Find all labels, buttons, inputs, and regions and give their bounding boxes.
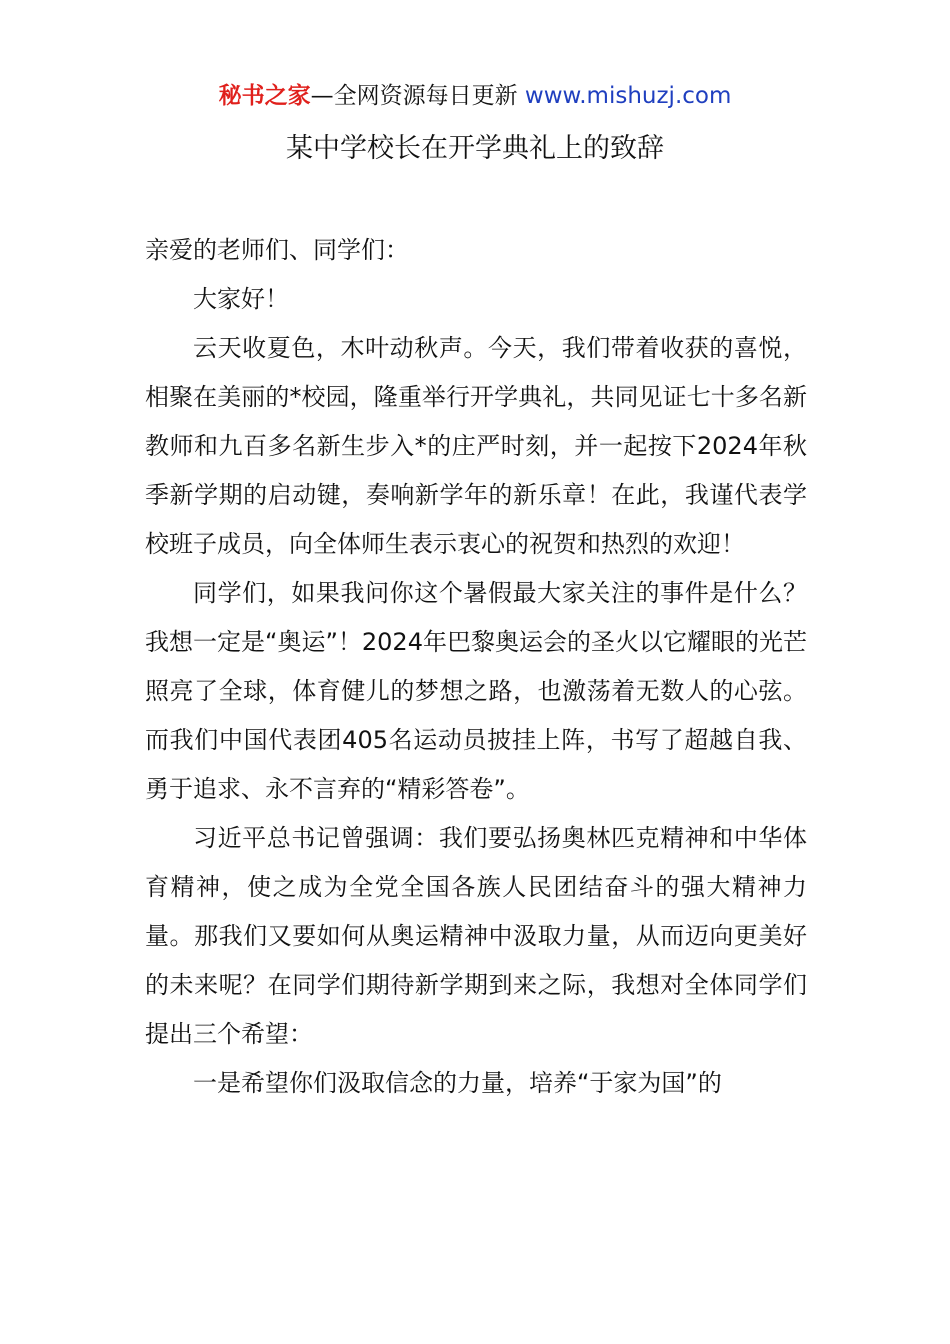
header-tagline: —全网资源每日更新 [310,83,518,109]
brand-name: 秘书之家 [218,83,311,109]
document-body [145,226,807,1108]
body-paragraph: 云天收夏色，木叶动秋声。今天，我们带着收获的喜悦，相聚在美丽的*校园，隆重举行开学典礼，共同见证七十多名新教师和九百多名新生步入*的庄严时刻，并一起按下2024年秋季新学期的启动键，奏响新学年的新乐章！在此，我谨代表学校班子成员，向全体师生表示衷心的祝贺和热烈的欢迎！ [145,334,807,558]
site-header [0,80,950,112]
body-paragraph: 同学们，如果我问你这个暑假最大家关注的事件是什么？我想一定是“奥运”！2024年巴黎奥运会的圣火以它耀眼的光芒照亮了全球，体育健儿的梦想之路，也激荡着无数人的心弦。而我们中国代表团405名运动员披挂上阵，书写了超越自我、勇于追求、永不言弃的“精彩答卷”。 [145,579,807,803]
body-paragraph: 习近平总书记曾强调：我们要弘扬奥林匹克精神和中华体育精神，使之成为全党全国各族人民团结奋斗的强大精神力量。那我们又要如何从奥运精神中汲取力量，从而迈向更美好的未来呢？在同学们期待新学期到来之际，我想对全体同学们提出三个希望： [145,824,807,1048]
site-url[interactable]: www.mishuzj.com [524,83,732,109]
document-title: 某中学校长在开学典礼上的致辞 [286,133,664,164]
body-paragraph: 一是希望你们汲取信念的力量，培养“于家为国”的 [193,1069,722,1097]
greeting-paragraph: 大家好！ [193,285,289,313]
salutation: 亲爱的老师们、同学们： [145,236,409,264]
